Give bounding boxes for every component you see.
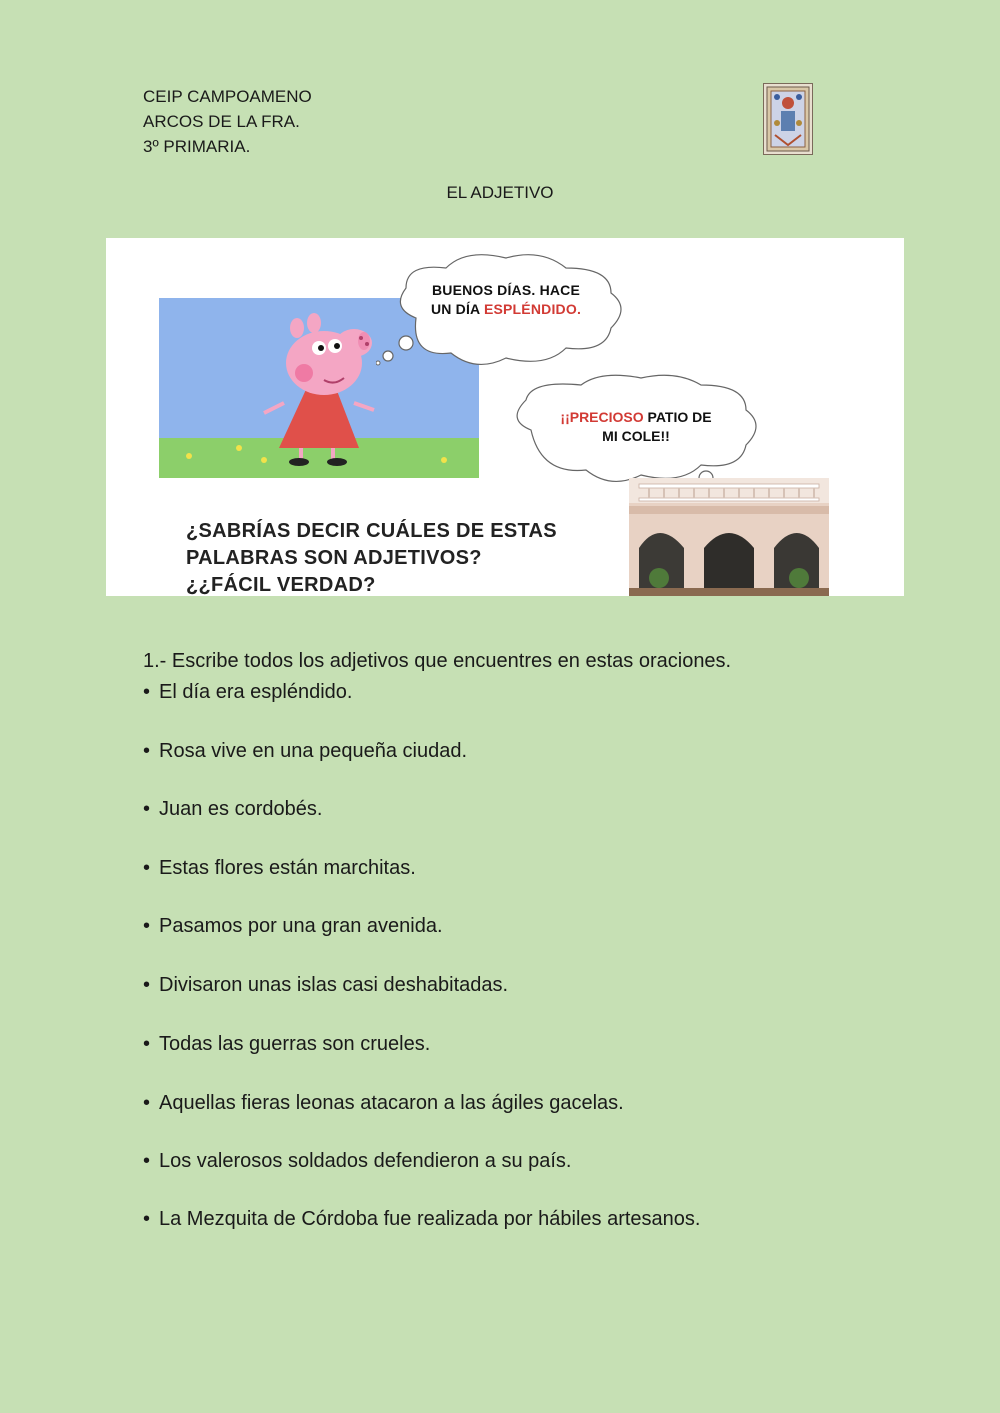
school-crest-icon [763,83,813,155]
bubble2-line-2: MI COLE!! [602,428,670,444]
bullet: • [143,740,151,762]
sentence-text: La Mezquita de Córdoba fue realizada por hábiles artesanos. [159,1208,701,1230]
school-grade: 3º PRIMARIA. [143,137,251,156]
question-line-3: ¿¿FÁCIL VERDAD? [186,574,376,596]
school-header [143,84,312,159]
school-name: CEIP CAMPOAMENO [143,87,312,106]
bubble2-line-1-suffix: PATIO DE [643,409,712,425]
bullet: • [143,974,151,996]
sentence-item [143,798,322,821]
sentence-item [143,857,416,880]
school-town: ARCOS DE LA FRA. [143,112,300,131]
sentence-text: Los valerosos soldados defendieron a su país. [159,1150,572,1172]
bubble-text-peppa [406,281,606,319]
sentence-item [143,1150,572,1173]
sentence-text: Todas las guerras son crueles. [159,1033,431,1055]
sentence-item [143,740,467,763]
question-line-2: PALABRAS SON ADJETIVOS? [186,547,482,569]
sentence-item [143,1033,430,1056]
bullet: • [143,857,151,879]
banner-question [186,518,557,596]
sentence-item [143,915,443,938]
document-title: EL ADJETIVO [446,183,554,202]
highlight-word-precioso: PRECIOSO [569,409,644,425]
sentence-text: Pasamos por una gran avenida. [159,915,443,937]
sentence-text: Estas flores están marchitas. [159,857,416,879]
sentence-item [143,681,352,704]
bullet: • [143,1092,151,1114]
bubble-line-1: BUENOS DÍAS. HACE [431,282,581,298]
highlight-word-esplendido: ESPLÉNDIDO. [483,301,582,317]
sentence-item [143,1208,700,1231]
sentence-item [143,1092,624,1115]
sentence-text: Juan es cordobés. [159,798,323,820]
question-line-1: ¿SABRÍAS DECIR CUÁLES DE ESTAS [186,520,557,542]
bullet: • [143,798,151,820]
exercise-instruction: 1.- Escribe todos los adjetivos que encuentres en estas oraciones. [143,650,732,672]
bullet: • [143,915,151,937]
illustration-banner [106,238,904,596]
bubble-text-patio [536,408,736,446]
bubble-line-2-prefix: UN DÍA [430,301,484,317]
bullet: • [143,1150,151,1172]
bullet: • [143,1033,151,1055]
bullet: • [143,681,151,703]
sentence-text: El día era espléndido. [159,681,353,703]
sentence-text: Aquellas fieras leonas atacaron a las ágiles gacelas. [159,1092,624,1114]
bubble2-prefix: ¡¡ [560,409,570,425]
bubble2-line-1 [536,408,736,427]
bubble-line-2 [406,300,606,319]
sentence-text: Divisaron unas islas casi deshabitadas. [159,974,509,996]
sentence-item [143,974,508,997]
bullet: • [143,1208,151,1230]
school-patio-photo [629,478,829,596]
sentence-text: Rosa vive en una pequeña ciudad. [159,740,468,762]
